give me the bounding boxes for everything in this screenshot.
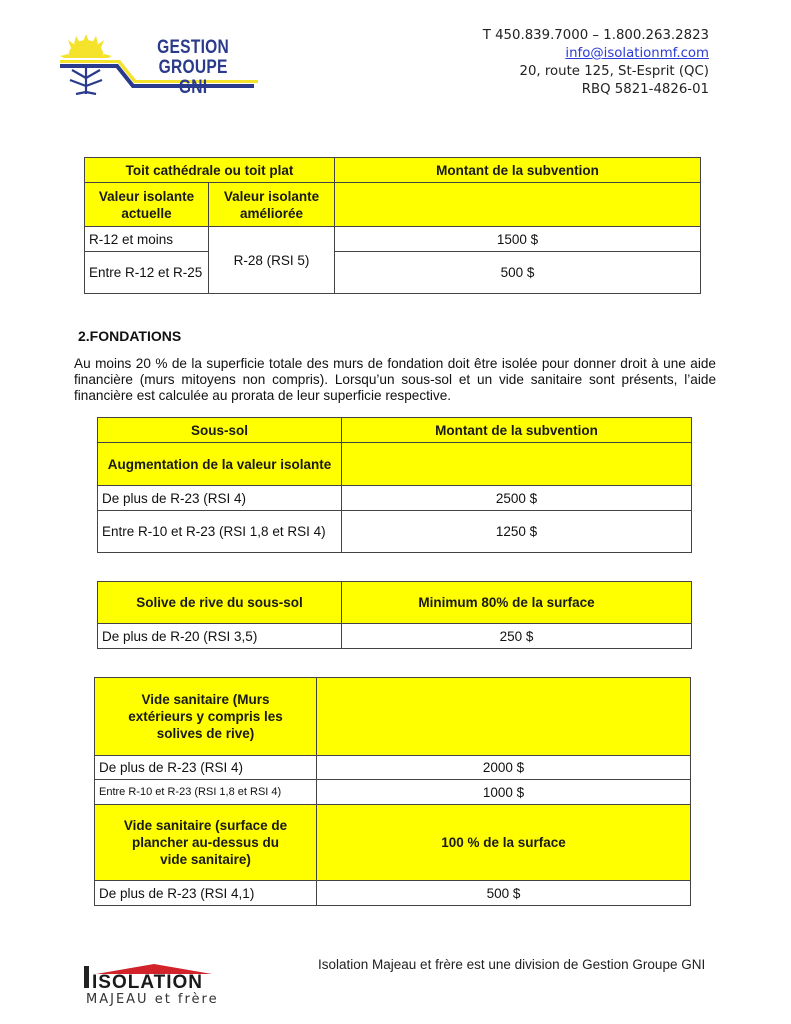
toit-subheader-current: Valeur isolante actuelle <box>85 183 209 227</box>
solive-header-left: Solive de rive du sous-sol <box>98 582 342 624</box>
vide-plancher-label: De plus de R-23 (RSI 4,1) <box>95 881 317 906</box>
logo-wordmark <box>148 38 238 98</box>
logo-line-2: GROUPE GNI <box>158 57 228 98</box>
toit-subheader-improved: Valeur isolante améliorée <box>209 183 335 227</box>
toit-header-left: Toit cathédrale ou toit plat <box>85 158 335 183</box>
section-paragraph: Au moins 20 % de la superficie totale des murs de fondation doit être isolée pour donner droit à une aide financière (murs mitoyens non compris). Lorsqu’un sous-sol et un vide sanitaire sont présents, l’aide financière est calculée au prorata de leur superficie respective. <box>74 356 716 403</box>
toit-amount: 1500 $ <box>335 227 701 252</box>
phone-numbers: T 450.839.7000 – 1.800.263.2823 <box>482 28 709 43</box>
sous-sol-subheader: Augmentation de la valeur isolante <box>98 443 342 486</box>
email-link[interactable]: info@isolationmf.com <box>565 46 709 61</box>
table-row <box>85 252 701 294</box>
vide-amount: 2000 $ <box>317 756 691 780</box>
vide-plancher-amount: 500 $ <box>317 881 691 906</box>
vide-sanitaire-subsidy-table <box>94 677 691 906</box>
vide-plancher-header-left: Vide sanitaire (surface de plancher au-dessus du vide sanitaire) <box>95 805 317 881</box>
table-row <box>98 624 692 649</box>
sous-sol-label: Entre R-10 et R-23 (RSI 1,8 et RSI 4) <box>98 511 342 553</box>
logo-line-1: GESTION <box>157 37 230 58</box>
toit-subsidy-table <box>84 157 701 294</box>
vide-label: Entre R-10 et R-23 (RSI 1,8 et RSI 4) <box>95 780 317 805</box>
vide-amount: 1000 $ <box>317 780 691 805</box>
solive-label: De plus de R-20 (RSI 3,5) <box>98 624 342 649</box>
table-row <box>85 227 701 252</box>
table-row <box>98 486 692 511</box>
table-row <box>98 511 692 553</box>
isolation-majeau-logo <box>84 960 224 1008</box>
vide-header-left: Vide sanitaire (Murs extérieurs y compris les solives de rive) <box>95 678 317 756</box>
sous-sol-subsidy-table <box>97 417 692 553</box>
toit-current-value: R-12 et moins <box>85 227 209 252</box>
solive-header-right: Minimum 80% de la surface <box>342 582 692 624</box>
rbq-number: RBQ 5821-4826-01 <box>581 82 709 97</box>
toit-current-value: Entre R-12 et R-25 <box>85 252 209 294</box>
section-title: 2.FONDATIONS <box>78 328 182 344</box>
table-row <box>95 881 691 906</box>
address: 20, route 125, St-Esprit (QC) <box>519 64 709 79</box>
toit-amount: 500 $ <box>335 252 701 294</box>
footer-logo-line-1: ISOLATION <box>92 972 204 993</box>
sous-sol-label: De plus de R-23 (RSI 4) <box>98 486 342 511</box>
table-row <box>95 780 691 805</box>
sous-sol-amount: 2500 $ <box>342 486 692 511</box>
toit-subheader-empty <box>335 183 701 227</box>
vide-label: De plus de R-23 (RSI 4) <box>95 756 317 780</box>
footer-logo-line-2: MAJEAU et frère <box>86 992 219 1007</box>
vide-header-right <box>317 678 691 756</box>
footer-division-text: Isolation Majeau et frère est une division de Gestion Groupe GNI <box>318 957 706 972</box>
table-row <box>95 756 691 780</box>
contact-info <box>483 27 709 99</box>
toit-improved-value: R-28 (RSI 5) <box>209 227 335 294</box>
sous-sol-header-right: Montant de la subvention <box>342 418 692 443</box>
solive-subsidy-table <box>97 581 692 649</box>
solive-amount: 250 $ <box>342 624 692 649</box>
sous-sol-amount: 1250 $ <box>342 511 692 553</box>
vide-plancher-header-right: 100 % de la surface <box>317 805 691 881</box>
sous-sol-header-left: Sous-sol <box>98 418 342 443</box>
sous-sol-subheader-empty <box>342 443 692 486</box>
toit-header-right: Montant de la subvention <box>335 158 701 183</box>
gestion-groupe-gni-logo <box>58 34 258 100</box>
